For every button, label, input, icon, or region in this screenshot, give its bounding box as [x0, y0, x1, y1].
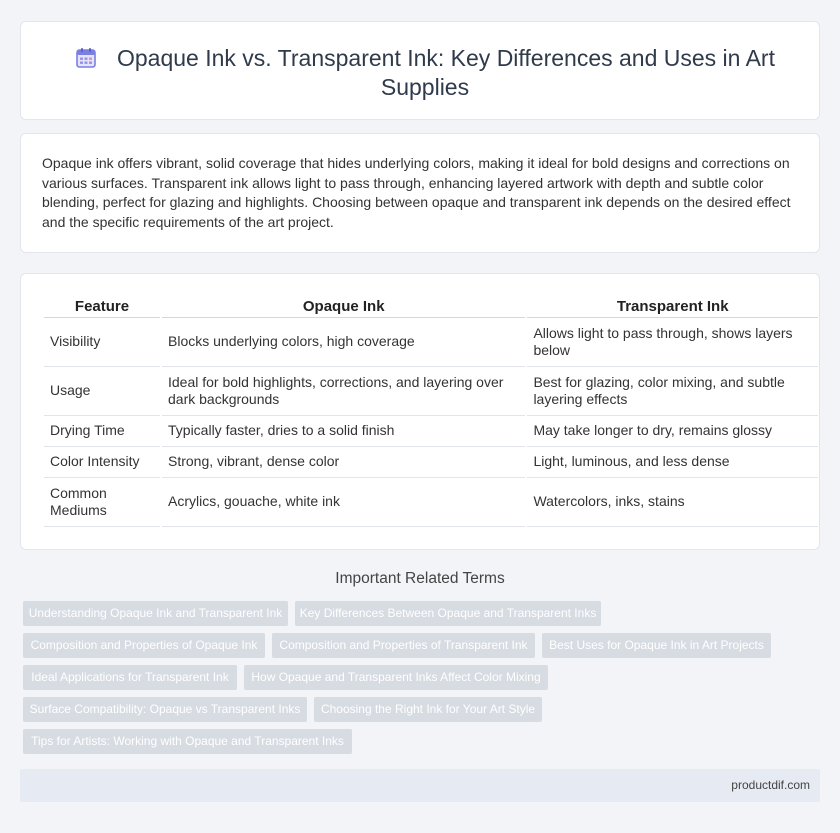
- intro-card: [20, 133, 820, 253]
- opaque-cell: Ideal for bold highlights, corrections, and layering over dark backgrounds: [162, 367, 525, 416]
- opaque-cell: Typically faster, dries to a solid finish: [162, 416, 525, 447]
- footer-site-link[interactable]: productdif.com: [731, 778, 810, 792]
- table-row: [44, 447, 818, 478]
- page-title-text: Opaque Ink vs. Transparent Ink: Key Differences and Uses in Art Supplies: [117, 45, 775, 100]
- transparent-cell: Light, luminous, and less dense: [527, 447, 818, 478]
- feature-cell: Color Intensity: [44, 447, 160, 478]
- feature-cell: Drying Time: [44, 416, 160, 447]
- opaque-cell: Acrylics, gouache, white ink: [162, 478, 525, 527]
- related-term-tag[interactable]: Surface Compatibility: Opaque vs Transparent Inks: [23, 697, 307, 722]
- related-term-tag[interactable]: Tips for Artists: Working with Opaque and Transparent Inks: [23, 729, 352, 754]
- header-transparent-ink: Transparent Ink: [527, 296, 818, 318]
- header-opaque-ink: Opaque Ink: [162, 296, 525, 318]
- page-title: [61, 44, 789, 102]
- related-term-tag[interactable]: Understanding Opaque Ink and Transparent Ink: [23, 601, 288, 626]
- header-feature: Feature: [44, 296, 160, 318]
- feature-cell: Common Mediums: [44, 478, 160, 527]
- footer-bar: [20, 769, 820, 802]
- related-term-tag[interactable]: Composition and Properties of Opaque Ink: [23, 633, 265, 658]
- table-header-row: [44, 296, 818, 318]
- title-card: [20, 21, 820, 120]
- transparent-cell: Best for glazing, color mixing, and subtle layering effects: [527, 367, 818, 416]
- opaque-cell: Strong, vibrant, dense color: [162, 447, 525, 478]
- table-row: [44, 416, 818, 447]
- related-term-tag[interactable]: Choosing the Right Ink for Your Art Style: [314, 697, 542, 722]
- related-term-tag[interactable]: Key Differences Between Opaque and Transparent Inks: [295, 601, 601, 626]
- opaque-cell: Blocks underlying colors, high coverage: [162, 318, 525, 367]
- related-term-tag[interactable]: Composition and Properties of Transparent Ink: [272, 633, 535, 658]
- comparison-card: [20, 273, 820, 550]
- calendar-icon: [75, 47, 97, 69]
- related-terms-heading: Important Related Terms: [335, 570, 505, 587]
- comparison-table: [42, 296, 820, 527]
- table-row: [44, 318, 818, 367]
- transparent-cell: Watercolors, inks, stains: [527, 478, 818, 527]
- related-term-tag[interactable]: Best Uses for Opaque Ink in Art Projects: [542, 633, 771, 658]
- feature-cell: Usage: [44, 367, 160, 416]
- table-row: [44, 478, 818, 527]
- feature-cell: Visibility: [44, 318, 160, 367]
- transparent-cell: Allows light to pass through, shows layers below: [527, 318, 818, 367]
- table-row: [44, 367, 818, 416]
- related-term-tag[interactable]: How Opaque and Transparent Inks Affect Color Mixing: [244, 665, 548, 690]
- intro-paragraph: Opaque ink offers vibrant, solid coverage that hides underlying colors, making it ideal for bold designs and corrections on various surfaces. Transparent ink allows light to pass through, enhancing layered artwork with depth and subtle color blending, perfect for glazing and highlights. Choosing between opaque and transparent ink depends on the desired effect and the specific requirements of the art project.: [42, 155, 791, 230]
- transparent-cell: May take longer to dry, remains glossy: [527, 416, 818, 447]
- related-term-tag[interactable]: Ideal Applications for Transparent Ink: [23, 665, 237, 690]
